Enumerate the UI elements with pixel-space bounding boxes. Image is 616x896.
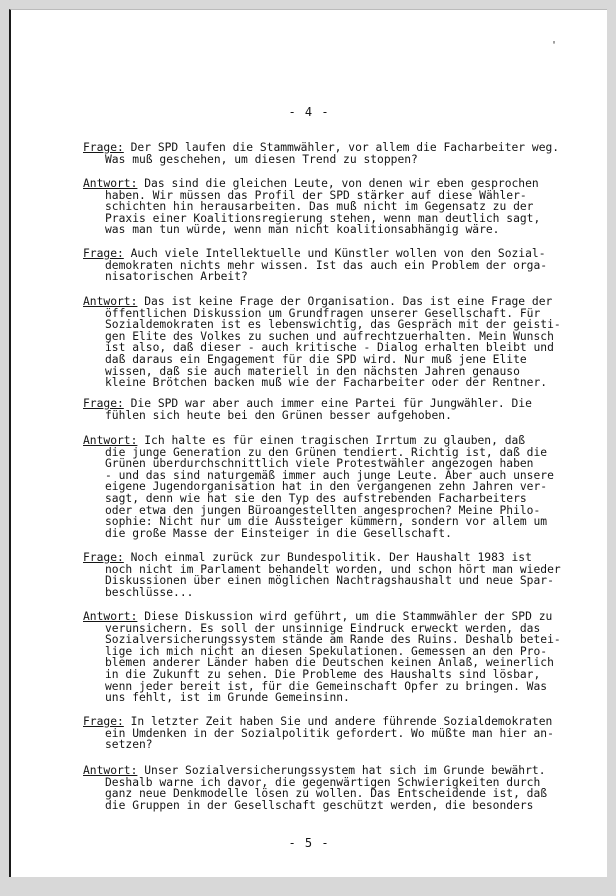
question-block xyxy=(83,248,583,283)
text-line xyxy=(83,587,583,599)
line-text: demokraten nichts mehr wissen. Ist das auch ein Problem der orga- xyxy=(105,258,548,272)
text-line xyxy=(83,377,583,389)
answer-block xyxy=(83,296,583,389)
answer-block xyxy=(83,765,583,811)
line-text: ein Umdenken in der Sozialpolitik gefordert. Wo müßte man hier an- xyxy=(105,726,554,740)
line-text: die große Masse der Einsteiger in die Gesellschaft. xyxy=(105,526,452,540)
answer-block xyxy=(83,435,583,539)
question-block xyxy=(83,398,583,421)
line-text: Auch viele Intellektuelle und Künstler wollen von den Sozial- xyxy=(130,247,546,260)
line-text: noch nicht im Parlament behandelt worden, und schon hört man wieder xyxy=(105,562,561,576)
line-text: daß daraus ein Engagement für die SPD wird. Nur muß jene Elite xyxy=(105,352,527,366)
line-text: verunsichern. Es soll der unsinnige Eindruck erweckt werden, das xyxy=(105,621,541,635)
line-text: Unser Sozialversicherungssystem hat sich im Grunde bewährt. xyxy=(144,764,546,777)
answer-label: Antwort: xyxy=(83,295,138,308)
line-text: Die SPD war aber auch immer eine Partei für Jungwähler. Die xyxy=(130,397,532,410)
question-label: Frage: xyxy=(83,551,124,564)
line-text: fühlen sich heute bei den Grünen besser aufgehoben. xyxy=(105,408,452,422)
line-text: kleine Brötchen backen muß wie der Facharbeiter oder der Rentner. xyxy=(105,376,548,390)
page-number: - 4 - xyxy=(288,105,330,119)
text-line xyxy=(83,271,583,283)
line-text: blemen anderer Länder haben die Deutschen keinen Anlaß, weinerlich xyxy=(105,656,554,670)
line-text: Noch einmal zurück zur Bundespolitik. Der Haushalt 1983 ist xyxy=(130,551,532,564)
line-text: was man tun würde, wenn man nicht koalitionsabhängig wäre. xyxy=(105,223,500,237)
text-line xyxy=(83,224,583,236)
text-line xyxy=(83,800,583,812)
line-text: haben. Wir müssen das Profil der SPD stärker auf diese Wähler- xyxy=(105,188,527,202)
line-text: oder etwa den jungen Büroangestellten angesprochen? Meine Philo- xyxy=(105,503,541,517)
line-text: sagt, denn wie hat sie den Typ des aufstrebenden Facharbeiters xyxy=(105,491,527,505)
line-text: öffentlichen Diskussion um Grundfragen unserer Gesellschaft. Für xyxy=(105,306,541,320)
text-line xyxy=(83,728,583,740)
line-text: - und das sind naturgemäß immer auch junge Leute. Aber auch unsere xyxy=(105,468,554,482)
line-text: die junge Generation zu den Grünen tendiert. Richtig ist, daß die xyxy=(105,445,548,459)
question-block xyxy=(83,552,583,598)
document-page xyxy=(9,9,607,877)
line-text: Sozialversicherungssystem stände am Rande des Ruins. Deshalb betei- xyxy=(105,633,561,647)
text-line xyxy=(83,692,583,704)
answer-block xyxy=(83,611,583,704)
corner-mark: ' xyxy=(550,40,557,51)
question-label: Frage: xyxy=(83,141,124,154)
line-text: setzen? xyxy=(105,738,153,752)
line-text: in die Zukunft zu sehen. Die Probleme des Haushalts sind lösbar, xyxy=(105,667,541,681)
question-block xyxy=(83,142,583,165)
line-text: Sozialdemokraten ist es lebenswichtig, das Gespräch mit der geisti- xyxy=(105,318,561,332)
line-text: Deshalb warne ich davor, die gegenwärtigen Schwierigkeiten durch xyxy=(105,775,541,789)
text-line xyxy=(83,410,583,422)
line-text: nisatorischen Arbeit? xyxy=(105,270,248,284)
answer-label: Antwort: xyxy=(83,177,138,190)
text-line xyxy=(83,154,583,166)
question-label: Frage: xyxy=(83,247,124,260)
line-text: uns fehlt, ist im Grunde Gemeinsinn. xyxy=(105,691,350,705)
question-label: Frage: xyxy=(83,397,124,410)
line-text: In letzter Zeit haben Sie und andere führende Sozialdemokraten xyxy=(130,715,553,728)
question-block xyxy=(83,716,583,751)
line-text: Diskussionen über einen möglichen Nachtragshaushalt und neue Spar- xyxy=(105,574,554,588)
line-text: sophie: Nicht nur um die Aussteiger kümmern, sondern vor allem um xyxy=(105,515,548,529)
answer-label: Antwort: xyxy=(83,764,138,777)
line-text: Das ist keine Frage der Organisation. Das ist eine Frage der xyxy=(144,295,553,308)
line-text: ist also, daß dieser - auch kritische - Dialog erhalten bleibt und xyxy=(105,341,554,355)
line-text: Der SPD laufen die Stammwähler, vor allem die Facharbeiter weg. xyxy=(130,141,560,154)
line-text: Was muß geschehen, um diesen Trend zu stoppen? xyxy=(105,152,418,166)
answer-block xyxy=(83,178,583,236)
line-text: Diese Diskussion wird geführt, um die Stammwähler der SPD zu xyxy=(144,610,553,623)
line-text: Grünen überdurchschnittlich viele Protestwähler angezogen haben xyxy=(105,457,534,471)
text-line xyxy=(83,528,583,540)
line-text: Das sind die gleichen Leute, von denen wir eben gesprochen xyxy=(144,177,539,190)
line-text: beschlüsse... xyxy=(105,585,194,599)
question-label: Frage: xyxy=(83,715,124,728)
line-text: die Gruppen in der Gesellschaft geschützt werden, die besonders xyxy=(105,798,534,812)
answer-label: Antwort: xyxy=(83,434,138,447)
line-text: Ich halte es für einen tragischen Irrtum zu glauben, daß xyxy=(144,434,526,447)
answer-label: Antwort: xyxy=(83,610,138,623)
next-page-number: - 5 - xyxy=(288,836,330,850)
line-text: gen Elite des Volkes zu suchen und aufrechtzuerhalten. Mein Wunsch xyxy=(105,329,554,343)
line-text: lige ich mich nicht an diesen Spekulationen. Gemessen an den Pro- xyxy=(105,644,548,658)
line-text: ganz neue Denkmodelle lösen zu wollen. Das Entscheidende ist, daß xyxy=(105,787,548,801)
line-text: Praxis einer Koalitionsregierung stehen, wenn man deutlich sagt, xyxy=(105,211,541,225)
line-text: wissen, daß sie auch materiell in den nächsten Jahren genauso xyxy=(105,364,520,378)
line-text: schichten hin herausarbeiten. Das muß nicht im Gegensatz zu der xyxy=(105,200,534,214)
line-text: eigene Jugendorganisation hat in den vergangenen zehn Jahren ver- xyxy=(105,480,548,494)
line-text: wenn jeder bereit ist, für die Gemeinschaft Opfer zu bringen. Was xyxy=(105,679,548,693)
text-line xyxy=(83,739,583,751)
